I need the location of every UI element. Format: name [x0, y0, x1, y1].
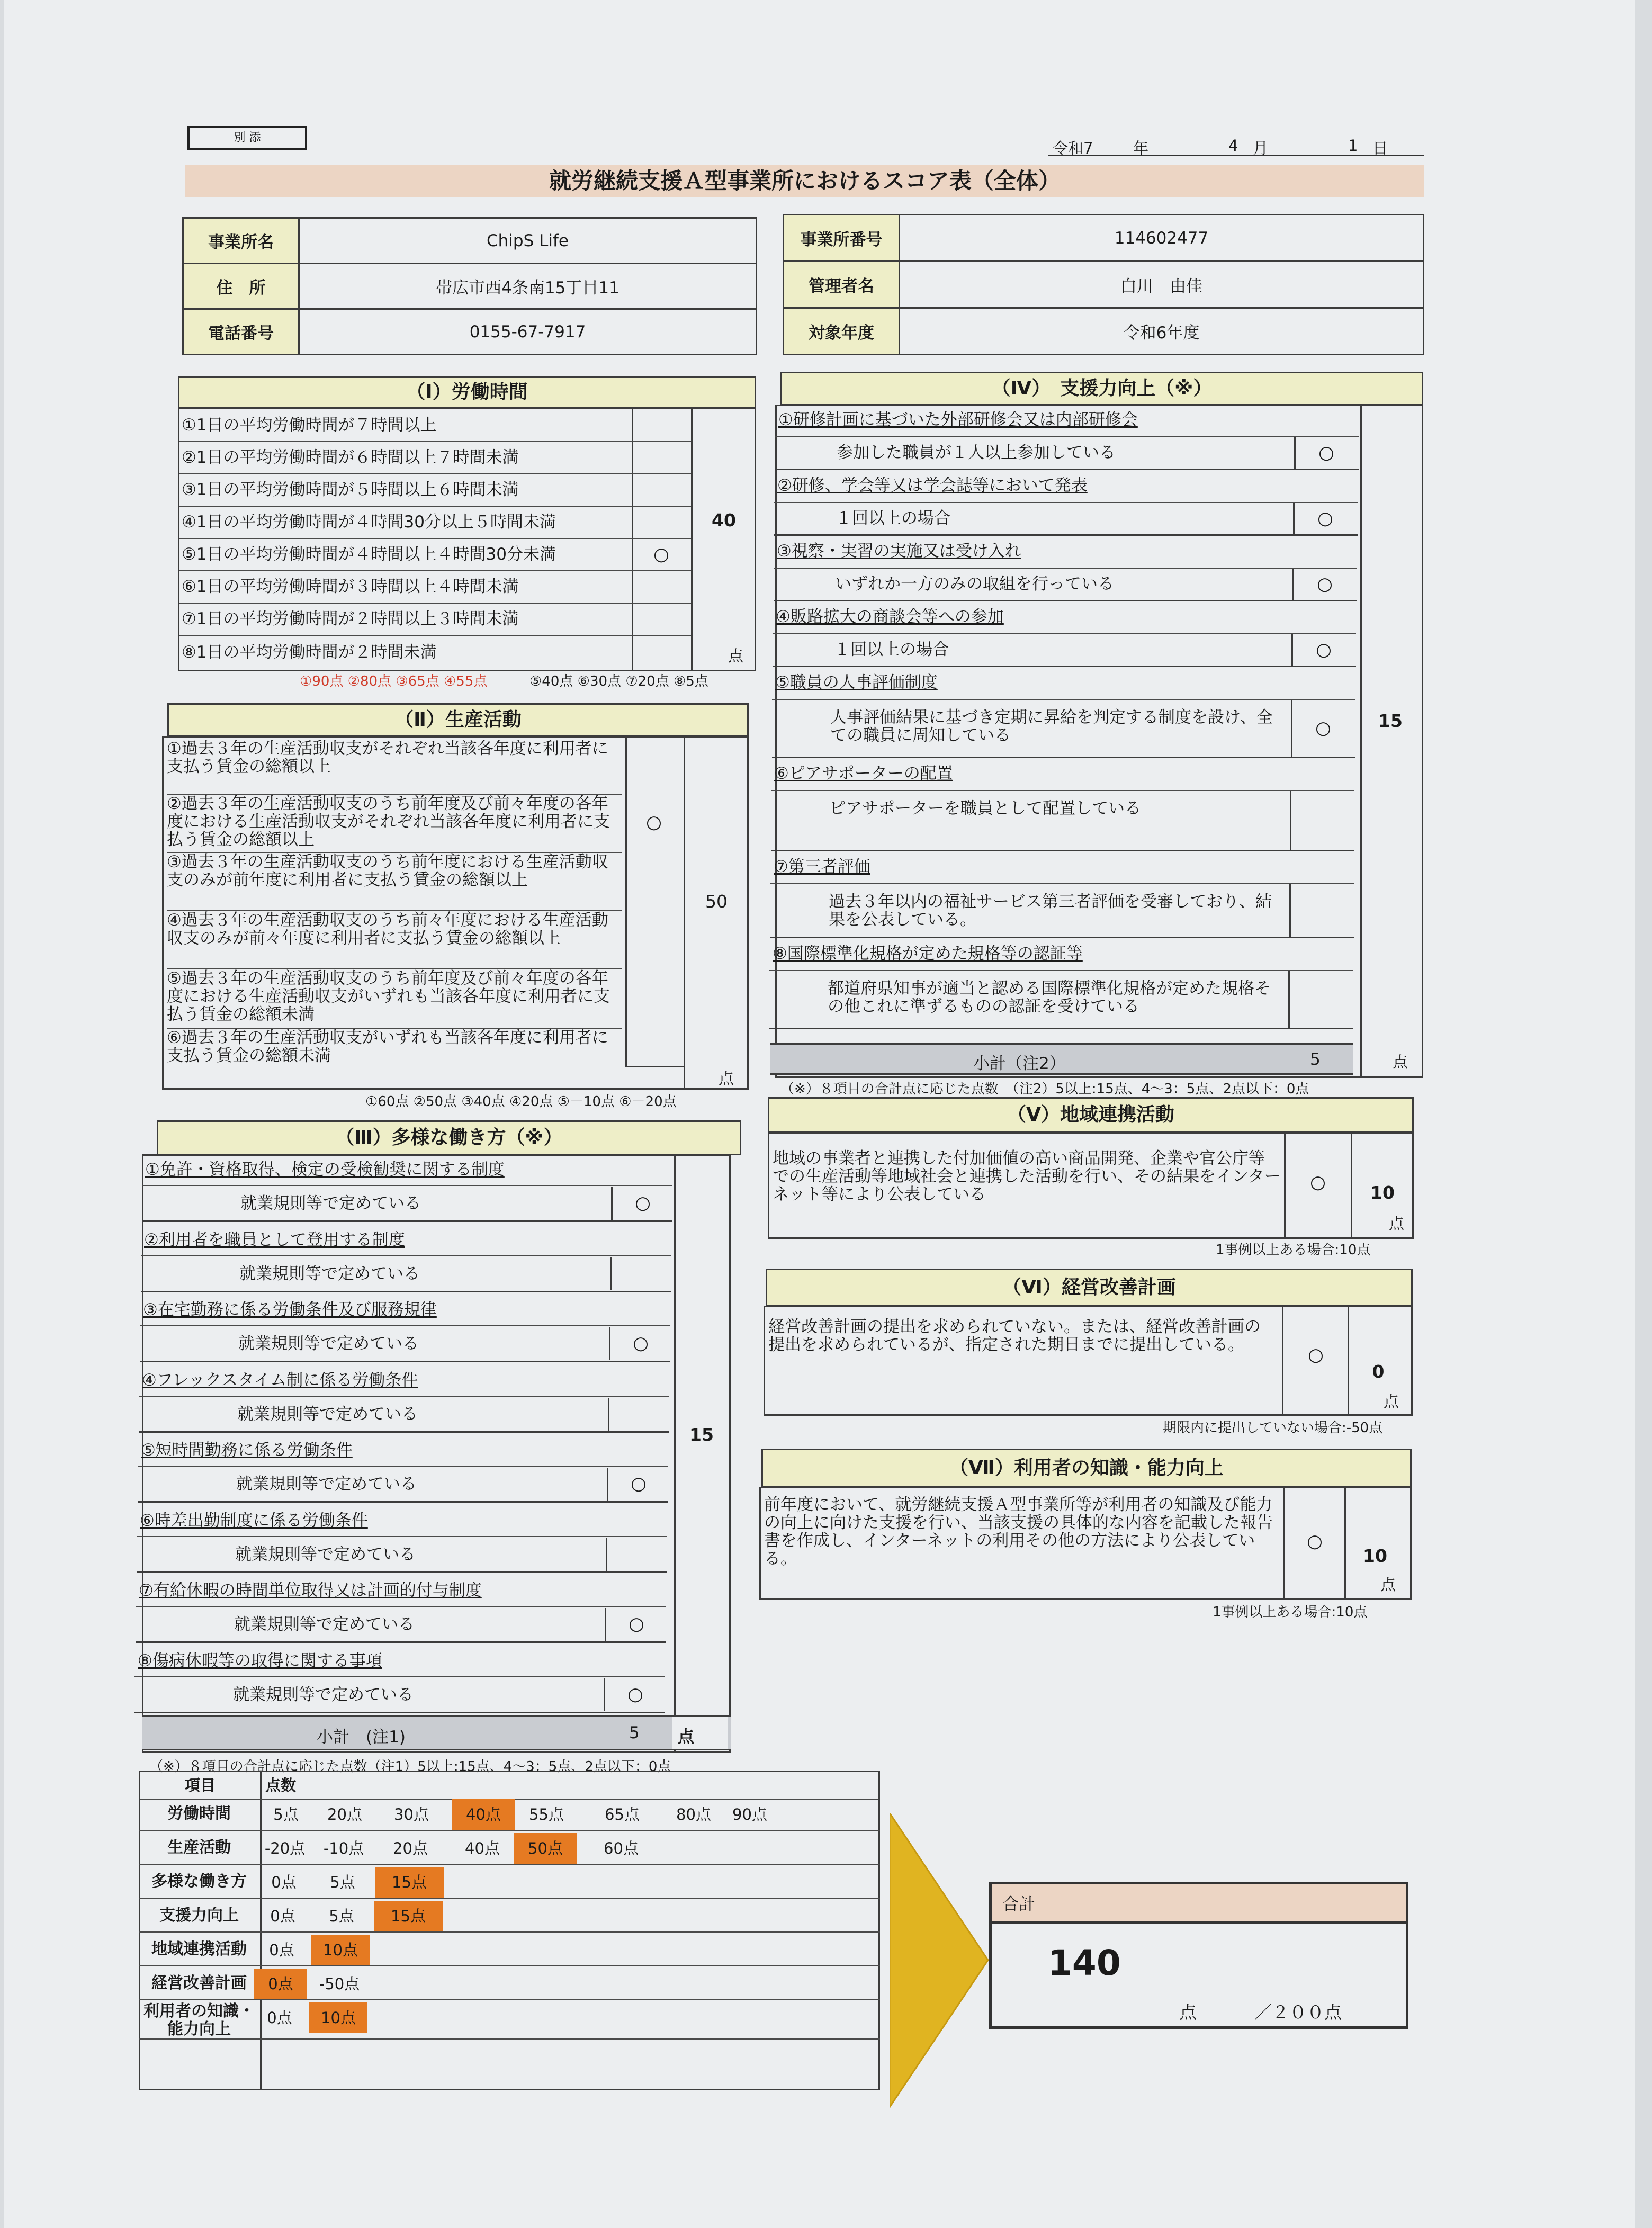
section-5-header: （Ⅴ）地域連携活動	[768, 1097, 1414, 1133]
info-label-address: 住 所	[183, 264, 299, 309]
section-6-text: 経営改善計画の提出を求められていない。または、経営改善計画の提出を求められているが、指定された期日までに提出している。	[768, 1317, 1261, 1354]
section-2-item: ⑥過去３年の生産活動収支がいずれも当該各年度に利用者に支払う賃金の総額未満	[167, 1028, 608, 1065]
info-value-number: 114602477	[900, 215, 1424, 262]
section-3-header: （Ⅲ）多様な働き方（※）	[157, 1120, 741, 1155]
section-4-header: （Ⅳ） 支援力向上（※）	[780, 372, 1423, 406]
section-5-text: 地域の事業者と連携した付加価値の高い商品開発、企業や官公庁等での生産活動等地域社会と連携した活動を行い、その結果をインターネット等により公表している	[773, 1149, 1281, 1204]
section-3-divider	[609, 1327, 610, 1360]
section-3-note: （※）８項目の合計点に応じた点数（注1）5以上:15点、4～3：5点、2点以下：0点	[149, 1759, 671, 1775]
section-3-item-heading: ①免許・資格取得、検定の受検勧奨に関する制度	[142, 1154, 672, 1186]
section-1-item: ②1日の平均労働時間が６時間以上７時間未満	[179, 442, 691, 474]
points-cell: 80点	[676, 1805, 711, 1823]
total-unit: 点	[1179, 2002, 1197, 2023]
section-4-score: 15	[1378, 711, 1403, 731]
section-4-item-heading: ③視察・実習の実施又は受け入れ	[774, 536, 1357, 569]
section-3-item-detail: 就業規則等で定めている	[138, 1468, 668, 1503]
points-cell: 0点	[267, 2009, 292, 2027]
section-3-item-detail: 就業規則等で定めている	[137, 1538, 667, 1573]
points-head-item: 項目	[184, 1776, 216, 1794]
points-cell: 40点	[465, 1839, 500, 1857]
section-5-note: 1事例以上ある場合:10点	[1216, 1242, 1371, 1258]
points-row-label: 支援力向上	[159, 1906, 239, 1925]
section-1-item: ⑥1日の平均労働時間が３時間以上４時間未満	[179, 571, 691, 604]
section-5-score: 10	[1370, 1182, 1395, 1203]
section-3-subtotal-label: 小計 (注1)	[317, 1728, 406, 1747]
section-6-note: 期限内に提出していない場合:-50点	[1163, 1420, 1383, 1436]
points-cell: 65点	[605, 1805, 640, 1823]
total-max: ／２００点	[1254, 2002, 1342, 2023]
points-cell-selected: 40点	[452, 1799, 515, 1830]
points-cell: 5点	[273, 1805, 299, 1823]
section-1-item: ⑤1日の平均労働時間が４時間以上４時間30分未満	[179, 539, 691, 571]
section-4-item-heading: ⑧国際標準化規格が定めた規格等の認証等	[769, 938, 1353, 971]
section-3-subtotal-row	[142, 1715, 731, 1750]
section-7-check: ○	[1307, 1531, 1323, 1552]
section-1-item: ①1日の平均労働時間が７時間以上	[179, 409, 691, 442]
section-3-check: ○	[635, 1192, 651, 1214]
date-day-value: 1	[1348, 137, 1358, 155]
section-4-check: ○	[1317, 573, 1333, 595]
info-table-right	[783, 214, 1424, 355]
section-2-item: ②過去３年の生産活動収支のうち前年度及び前々年度の各年度における生産活動収支がそれぞれ当該各年度に利用者に支払う賃金の総額以上	[167, 795, 622, 853]
section-3-check: ○	[629, 1613, 644, 1634]
section-4-check: ○	[1318, 442, 1334, 463]
section-1-item: ⑧1日の平均労働時間が２時間未満	[182, 643, 437, 662]
info-table-left	[182, 217, 757, 355]
section-1-item: ⑦1日の平均労働時間が２時間以上３時間未満	[179, 604, 691, 636]
section-3-divider	[610, 1257, 612, 1290]
section-4-item-detail: 人事評価結果に基づき定期に昇給を判定する制度を設け、全ての職員に周知している	[772, 700, 1291, 758]
points-cell: 30点	[394, 1805, 429, 1823]
points-cell-selected: 50点	[514, 1833, 577, 1864]
points-cell: -10点	[323, 1839, 364, 1857]
section-4-check: ○	[1317, 508, 1333, 529]
section-3-item-detail: 就業規則等で定めている	[136, 1608, 666, 1643]
points-cell: 5点	[329, 1907, 354, 1925]
section-7-box	[759, 1487, 1412, 1600]
section-4-subtotal-label: 小計（注2）	[973, 1054, 1066, 1073]
points-cell-selected: 15点	[375, 1867, 444, 1898]
points-cell: 0点	[270, 1907, 295, 1925]
points-cell: -50点	[319, 1975, 360, 1993]
section-5-unit: 点	[1389, 1215, 1405, 1233]
section-3-item-heading: ④フレックスタイム制に係る労働条件	[139, 1365, 669, 1397]
section-5-box	[768, 1132, 1414, 1239]
page-title: 就労継続支援Ａ型事業所におけるスコア表（全体）	[185, 165, 1424, 197]
section-3-check: ○	[627, 1683, 643, 1705]
points-head-points: 点数	[265, 1776, 297, 1794]
info-label-number: 事業所番号	[784, 215, 900, 262]
section-3-item-heading: ⑥時差出勤制度に係る労働条件	[137, 1505, 667, 1537]
total-box	[989, 1882, 1408, 2029]
section-3-divider	[604, 1678, 605, 1711]
section-2-item: ④過去３年の生産活動収支のうち前々年度における生産活動収支のみが前々年度に利用者に支払う賃金の総額以上	[167, 911, 622, 969]
section-7-header: （Ⅶ）利用者の知識・能力向上	[761, 1449, 1412, 1488]
section-1-item: ④1日の平均労働時間が４時間30分以上５時間未満	[179, 507, 691, 539]
info-label-name: 事業所名	[183, 218, 299, 264]
section-2-item: ①過去３年の生産活動収支がそれぞれ当該各年度に利用者に支払う賃金の総額以上	[167, 740, 622, 795]
section-3-divider	[607, 1468, 608, 1501]
section-1-note: ⑤40点 ⑥30点 ⑦20点 ⑧5点	[529, 673, 708, 689]
date-year-label: 年	[1133, 139, 1149, 157]
points-cell: 20点	[327, 1805, 362, 1823]
points-cell: 0点	[269, 1941, 294, 1959]
section-2-item: ⑤過去３年の生産活動収支のうち前年度及び前々年度の各年度における生産活動収支がいずれも当該各年度に利用者に支払う賃金の総額未満	[167, 969, 622, 1029]
section-1-unit: 点	[728, 647, 744, 665]
date-month-label: 月	[1253, 139, 1269, 157]
points-cell-selected: 15点	[374, 1901, 443, 1931]
arrow-icon	[890, 1813, 990, 2109]
points-row-label: 労働時間	[167, 1804, 231, 1823]
date-era: 令和7	[1053, 139, 1093, 157]
total-label: 合計	[1002, 1895, 1035, 1914]
section-4-item-detail: いずれか一方のみの取組を行っている	[774, 569, 1292, 601]
section-4-subtotal-row	[770, 1043, 1353, 1075]
info-value-phone: 0155-67-7917	[299, 309, 757, 355]
section-4-item-detail: 都道府県知事が適当と認める国際標準化規格が定めた規格その他これに準ずるものの認証を受けている	[769, 971, 1288, 1029]
section-3-divider	[606, 1538, 607, 1571]
section-2-unit: 点	[719, 1070, 734, 1088]
section-3-item-detail: 就業規則等で定めている	[139, 1398, 669, 1433]
points-cell: 90点	[732, 1805, 767, 1823]
section-3-item-heading: ②利用者を職員として登用する制度	[141, 1225, 671, 1256]
section-7-unit: 点	[1380, 1576, 1396, 1594]
points-row-label: 地域連携活動	[151, 1940, 247, 1959]
section-6-unit: 点	[1384, 1392, 1399, 1411]
section-4-item-heading: ②研修、学会等又は学会誌等において発表	[774, 470, 1358, 503]
section-4-item-heading: ⑤職員の人事評価制度	[772, 667, 1355, 700]
section-3-divider	[608, 1398, 609, 1431]
section-4-check-cell	[1289, 884, 1354, 938]
points-cell: 60点	[604, 1839, 639, 1857]
section-3-item-heading: ⑧傷病休暇等の取得に関する事項	[134, 1646, 665, 1677]
section-7-note: 1事例以上ある場合:10点	[1213, 1604, 1368, 1620]
points-cell: -20点	[264, 1839, 306, 1857]
section-3-divider	[605, 1608, 606, 1641]
section-1-box	[178, 408, 756, 671]
attachment-stamp: 別 添	[187, 126, 307, 150]
points-cell: 0点	[271, 1873, 297, 1891]
section-4-check: ○	[1316, 639, 1332, 660]
section-6-check: ○	[1308, 1344, 1324, 1365]
section-6-score: 0	[1372, 1361, 1385, 1382]
section-2-header: （Ⅱ）生産活動	[167, 703, 749, 737]
info-value-manager: 白川 由佳	[900, 262, 1424, 308]
date-day-label: 日	[1372, 139, 1388, 157]
section-3-subtotal-value: 5	[629, 1723, 640, 1742]
section-4-check-cell	[1288, 971, 1353, 1029]
info-value-name: ChipS Life	[299, 218, 757, 264]
document-date	[1048, 136, 1424, 156]
section-4-item-detail: ピアサポーターを職員として配置している	[771, 791, 1290, 851]
points-cell: 5点	[330, 1873, 355, 1891]
section-3-divider	[611, 1187, 613, 1220]
points-cell: 20点	[393, 1839, 428, 1857]
section-7-text: 前年度において、就労継続支援Ａ型事業所等が利用者の知識及び能力の向上に向けた支援を行い、当該支援の具体的な内容を記載した報告書を作成し、インターネットの利用その他の方法により公表している。	[764, 1495, 1273, 1568]
section-3-item-heading: ⑦有給休暇の時間単位取得又は計画的付与制度	[136, 1575, 666, 1607]
points-cell: 55点	[529, 1805, 564, 1823]
section-4-item-detail: １回以上の場合	[773, 634, 1291, 667]
section-4-item-heading: ④販路拡大の商談会等への参加	[773, 601, 1356, 634]
points-row-label: 利用者の知識・能力向上	[143, 2002, 255, 2038]
info-value-year: 令和6年度	[900, 308, 1424, 355]
info-label-manager: 管理者名	[784, 262, 900, 308]
date-month-value: 4	[1228, 137, 1238, 155]
section-6-header: （Ⅵ）経営改善計画	[766, 1269, 1413, 1307]
section-4-item-heading: ①研修計画に基づいた外部研修会又は内部研修会	[775, 405, 1359, 437]
section-3-check: ○	[631, 1473, 647, 1494]
section-4-item-heading: ⑥ピアサポーターの配置	[771, 758, 1354, 791]
section-3-score: 15	[689, 1424, 714, 1445]
section-3-check: ○	[633, 1333, 649, 1354]
section-7-score: 10	[1363, 1546, 1387, 1566]
section-4-item-heading: ⑦第三者評価	[770, 851, 1354, 884]
section-1-note-red: ①90点 ②80点 ③65点 ④55点	[300, 673, 488, 689]
section-1-check: ○	[653, 544, 669, 565]
section-4-unit: 点	[1393, 1053, 1408, 1071]
section-6-box	[764, 1306, 1413, 1416]
points-row-label: 多様な働き方	[151, 1872, 247, 1891]
section-2-check: ○	[646, 812, 662, 833]
section-4-check: ○	[1315, 717, 1331, 739]
section-2-note: ①60点 ②50点 ③40点 ④20点 ⑤－10点 ⑥－20点	[365, 1094, 677, 1110]
section-2-box	[162, 736, 749, 1090]
section-3-item-heading: ③在宅勤務に係る労働条件及び服務規律	[140, 1295, 670, 1326]
points-cell-selected: 10点	[311, 1935, 370, 1965]
section-2-item: ③過去３年の生産活動収支のうち前年度における生産活動収支のみが前年度に利用者に支払う賃金の総額以上	[167, 853, 622, 911]
section-3-item-detail: 就業規則等で定めている	[134, 1678, 665, 1713]
points-cell-selected: 0点	[254, 1969, 307, 1999]
points-cell-selected: 10点	[309, 2002, 367, 2033]
info-label-year: 対象年度	[784, 308, 900, 355]
section-3-item-detail: 就業規則等で定めている	[140, 1327, 670, 1362]
info-label-phone: 電話番号	[183, 309, 299, 355]
total-value: 140	[1048, 1943, 1121, 1983]
section-1-header: （Ⅰ）労働時間	[178, 376, 756, 409]
section-4-check-cell	[1290, 791, 1354, 851]
section-5-check: ○	[1310, 1172, 1326, 1193]
section-1-item: ③1日の平均労働時間が５時間以上６時間未満	[179, 474, 691, 507]
points-row-label: 経営改善計画	[151, 1974, 247, 1992]
section-4-note: （※）８項目の合計点に応じた点数 （注2）5以上:15点、4～3：5点、2点以下：0点	[780, 1081, 1309, 1097]
points-row-label: 生産活動	[167, 1838, 231, 1857]
section-4-item-detail: １回以上の場合	[774, 503, 1293, 536]
section-3-item-detail: 就業規則等で定めている	[142, 1187, 672, 1222]
section-4-subtotal-value: 5	[1310, 1050, 1321, 1069]
section-4-item-detail: 参加した職員が１人以上参加している	[775, 437, 1294, 470]
section-2-score: 50	[705, 891, 728, 912]
section-3-item-detail: 就業規則等で定めている	[141, 1257, 671, 1292]
section-3-item-heading: ⑤短時間勤務に係る労働条件	[138, 1435, 668, 1467]
section-4-item-detail: 過去３年以内の福祉サービス第三者評価を受審しており、結果を公表している。	[770, 884, 1289, 938]
section-1-score: 40	[712, 510, 736, 531]
info-value-address: 帯広市西4条南15丁目11	[299, 264, 757, 309]
section-3-unit: 点	[678, 1728, 694, 1747]
